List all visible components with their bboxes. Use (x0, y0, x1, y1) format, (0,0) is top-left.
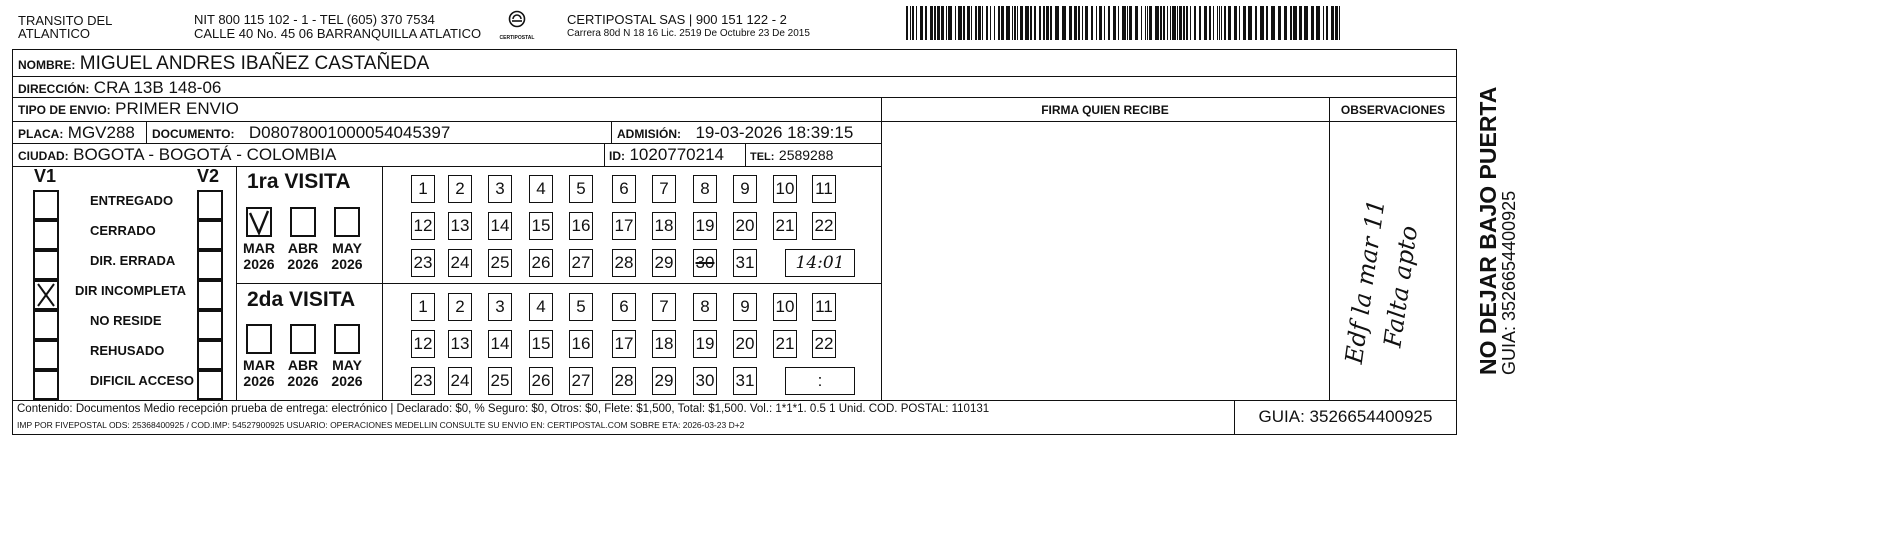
barcode-bar (1127, 6, 1128, 40)
second-visit-day-box[interactable]: 13 (448, 330, 472, 358)
name-row (18, 53, 429, 75)
first-visit-day-box[interactable]: 14 (488, 212, 512, 240)
second-visit-month-checkbox[interactable] (246, 324, 272, 354)
first-visit-day-box[interactable]: 29 (652, 249, 676, 277)
barcode-bar (1085, 6, 1088, 40)
city-cell (18, 145, 336, 165)
barcode-bar (925, 6, 927, 40)
recipient-address: CRA 13B 148-06 (93, 78, 222, 97)
month-year: 2026 (243, 256, 275, 272)
month-name: MAY (332, 357, 362, 373)
barcode-bar (1104, 6, 1105, 40)
send-type-label: TIPO DE ENVIO: (18, 103, 111, 117)
nit-line: NIT 800 115 102 - 1 - TEL (605) 370 7534 (194, 12, 435, 27)
barcode-bar (920, 6, 923, 40)
first-visit-day-box[interactable]: 12 (411, 212, 435, 240)
month-name: MAR (243, 357, 275, 373)
rule (12, 121, 1457, 122)
barcode-bar (1155, 6, 1159, 40)
document-label: DOCUMENTO: (152, 127, 235, 141)
second-visit-day-box[interactable]: 25 (488, 367, 512, 395)
barcode-bar (1147, 6, 1148, 40)
v1-status-checkbox[interactable] (33, 190, 59, 220)
barcode-bar (1190, 6, 1191, 40)
second-visit-day-box[interactable]: 8 (693, 293, 717, 321)
barcode-bar (1194, 6, 1196, 40)
barcode-bar (930, 6, 933, 40)
barcode-bar (1025, 6, 1029, 40)
barcode-bar (1017, 6, 1018, 40)
logo-text: CERTIPOSTAL (499, 35, 535, 41)
address-line: CALLE 40 No. 45 06 BARRANQUILLA ATLATICO (194, 26, 482, 41)
second-visit-day-box[interactable]: 24 (448, 367, 472, 395)
barcode-bar (1199, 6, 1201, 40)
barcode-bar (1113, 6, 1116, 40)
barcode-bar (946, 6, 947, 40)
first-visit-time-box[interactable]: 14:01 (785, 249, 855, 277)
v1-status-checkbox[interactable] (33, 280, 59, 310)
check-mark-icon (35, 282, 57, 308)
barcode-bar (1099, 6, 1102, 40)
rule (12, 76, 1457, 77)
content-line: Contenido: Documentos Medio recepción prueba de entrega: electrónico | Declarado: $0, % Seguro: $0, Otros: $0, Flete: $1,500, Total: $1,500. Vol.: 1*1*1. 0.5 1 Unid. COD. POSTAL: 110131 (17, 403, 990, 415)
logo-icon (505, 10, 529, 30)
barcode-bar (1234, 6, 1237, 40)
barcode-bar (1339, 6, 1340, 40)
rule (881, 97, 882, 400)
month-name: ABR (287, 357, 319, 373)
plate: MGV288 (67, 123, 135, 142)
address-label: DIRECCIÓN: (18, 82, 90, 96)
barcode-bar (1069, 6, 1072, 40)
tel-cell (750, 147, 833, 165)
barcode-bar (975, 6, 977, 40)
barcode-bar (906, 6, 908, 40)
second-visit-day-box[interactable]: 21 (773, 330, 797, 358)
barcode-bar (1290, 6, 1292, 40)
barcode-bar (1039, 6, 1041, 40)
observations-header: OBSERVACIONES (1340, 103, 1446, 117)
first-visit-day-box[interactable]: 24 (448, 249, 472, 277)
first-visit-day-box[interactable]: 22 (812, 212, 836, 240)
org-name (18, 14, 112, 40)
plate-label: PLACA: (18, 127, 64, 141)
month-year: 2026 (287, 256, 319, 272)
first-visit-day-box[interactable]: 1 (411, 175, 435, 203)
barcode-bar (978, 6, 981, 40)
barcode-bar (1006, 6, 1010, 40)
barcode-bar (1160, 6, 1162, 40)
barcode-bar (1183, 6, 1185, 40)
v1-status-checkbox[interactable] (33, 310, 59, 340)
barcode-bar (1186, 6, 1188, 40)
handwritten-observation: Edf la mar 11 Falta apto (1339, 197, 1424, 366)
month-label (237, 357, 281, 389)
barcode-bar (1167, 6, 1168, 40)
first-visit-month-checkbox[interactable] (246, 207, 272, 237)
status-label: NO RESIDE (90, 313, 162, 328)
name-label: NOMBRE: (18, 58, 76, 72)
rule (12, 166, 882, 167)
city: BOGOTA - BOGOTÁ - COLOMBIA (73, 145, 337, 164)
barcode-bar (910, 6, 911, 40)
rule (611, 121, 612, 143)
second-visit-day-box[interactable]: 30 (693, 367, 717, 395)
month-year: 2026 (287, 373, 319, 389)
tel-label: TEL: (750, 151, 775, 163)
barcode-bar (1284, 6, 1287, 40)
second-visit-day-box[interactable]: 14 (488, 330, 512, 358)
month-label (281, 240, 325, 272)
barcode-bar (1082, 6, 1083, 40)
second-visit-time-box[interactable]: : (785, 367, 855, 395)
barcode-bar (1271, 6, 1275, 40)
city-label: CIUDAD: (18, 149, 69, 163)
barcode-bar (1135, 6, 1138, 40)
signature-header: FIRMA QUIEN RECIBE (1041, 103, 1169, 117)
barcode-bar (1255, 6, 1257, 40)
rule (745, 143, 746, 166)
v1-status-checkbox[interactable] (33, 250, 59, 280)
barcode-bar (937, 6, 940, 40)
barcode-bar (1224, 6, 1226, 40)
first-visit-day-box[interactable]: 15 (529, 212, 553, 240)
barcode-bar (1221, 6, 1222, 40)
address-row (18, 78, 221, 98)
barcode-bar (1074, 6, 1077, 40)
second-visit-day-box[interactable]: 11 (812, 293, 836, 321)
tel: 2589288 (778, 147, 834, 163)
second-visit-day-box[interactable]: 6 (612, 293, 636, 321)
barcode-bar (963, 6, 965, 40)
rule (12, 97, 1457, 98)
barcode-bar (1078, 6, 1080, 40)
barcode-bar (994, 6, 995, 40)
first-visit-day-box[interactable]: 21 (773, 212, 797, 240)
barcode-bar (916, 6, 917, 40)
barcode-bar (1129, 6, 1132, 40)
second-visit-label: 2da VISITA (247, 288, 356, 311)
side-guia: GUIA: 3526654400925 (1499, 190, 1519, 375)
v2-status-checkbox[interactable] (197, 250, 223, 280)
month-name: MAY (332, 240, 362, 256)
first-visit-day-box[interactable]: 27 (569, 249, 593, 277)
v2-status-checkbox[interactable] (197, 190, 223, 220)
v1-label: V1 (34, 166, 57, 186)
certipostal-logo (494, 10, 540, 40)
barcode-bar (1062, 6, 1066, 40)
month-year: 2026 (243, 373, 275, 389)
barcode-bar (967, 6, 970, 40)
company-line: CERTIPOSTAL SAS | 900 151 122 - 2 (567, 12, 787, 27)
barcode-bar (1172, 6, 1176, 40)
first-visit-day-box[interactable]: 17 (612, 212, 636, 240)
second-visit-day-box[interactable]: 22 (812, 330, 836, 358)
side-labels (1477, 35, 1519, 375)
rule (382, 166, 383, 400)
first-visit-month-checkbox[interactable] (334, 207, 360, 237)
barcode-bar (1323, 6, 1324, 40)
company-info (567, 13, 810, 41)
barcode-bar (1149, 6, 1152, 40)
first-visit-day-box[interactable]: 18 (652, 212, 676, 240)
second-visit-day-box[interactable]: 20 (733, 330, 757, 358)
first-visit-day-box[interactable]: 8 (693, 175, 717, 203)
barcode-bar (1299, 6, 1302, 40)
recipient-name: MIGUEL ANDRES IBAÑEZ CASTAÑEDA (79, 53, 430, 74)
first-visit-day-box[interactable]: 11 (812, 175, 836, 203)
first-visit-day-box[interactable]: 30 (693, 249, 717, 277)
check-mark-icon (248, 209, 270, 235)
barcode-bar (1141, 6, 1142, 40)
second-visit-day-box[interactable]: 31 (733, 367, 757, 395)
barcode-bar (1311, 6, 1314, 40)
first-visit-day-box[interactable]: 25 (488, 249, 512, 277)
first-visit-day-box[interactable]: 19 (693, 212, 717, 240)
rule (12, 143, 882, 144)
first-visit-day-box[interactable]: 9 (733, 175, 757, 203)
first-visit-day-box[interactable]: 2 (448, 175, 472, 203)
barcode-bar (1145, 6, 1146, 40)
v2-label: V2 (197, 166, 220, 186)
second-visit-month-checkbox[interactable] (290, 324, 316, 354)
barcode-bar (948, 6, 952, 40)
second-visit-day-box[interactable]: 5 (569, 293, 593, 321)
barcode-bar (934, 6, 936, 40)
barcode-bar (1335, 6, 1338, 40)
second-visit-day-box[interactable]: 9 (733, 293, 757, 321)
month-year: 2026 (331, 256, 363, 272)
first-visit-day-box[interactable]: 6 (612, 175, 636, 203)
month-label (325, 240, 369, 272)
second-visit-day-box[interactable]: 4 (529, 293, 553, 321)
barcode-bar (1243, 6, 1246, 40)
second-visit-month-checkbox[interactable] (334, 324, 360, 354)
barcode-bar (1091, 6, 1093, 40)
second-visit-day-box[interactable]: 2 (448, 293, 472, 321)
barcode-bar (1179, 6, 1182, 40)
barcode-bar (941, 6, 944, 40)
document: D08078001000054045397 (248, 123, 451, 142)
v1-status-checkbox[interactable] (33, 220, 59, 250)
barcode-bar (1239, 6, 1240, 40)
second-visit-day-box[interactable]: 18 (652, 330, 676, 358)
barcode-bar (990, 6, 991, 40)
month-label (237, 240, 281, 272)
id-cell (609, 145, 724, 165)
barcode-bar (912, 6, 914, 40)
barcode-bar (1204, 6, 1207, 40)
first-visit-day-box[interactable]: 10 (773, 175, 797, 203)
barcode-bar (1046, 6, 1049, 40)
id-label: ID: (609, 149, 625, 163)
footer-guia: GUIA: 3526654400925 (1258, 407, 1433, 426)
barcode-bar (971, 6, 972, 40)
first-visit-day-box[interactable]: 16 (569, 212, 593, 240)
no-slip-under-door-title: NO DEJAR BAJO PUERTA (1475, 86, 1501, 375)
barcode-bar (1012, 6, 1013, 40)
barcode-bar (1217, 6, 1218, 40)
recipient-id: 1020770214 (629, 145, 724, 164)
status-label: ENTREGADO (90, 193, 174, 208)
barcode-bar (1020, 6, 1023, 40)
first-visit-day-box[interactable]: 20 (733, 212, 757, 240)
second-visit-day-box[interactable]: 1 (411, 293, 435, 321)
barcode-bar (1001, 6, 1004, 40)
second-visit-day-box[interactable]: 10 (773, 293, 797, 321)
v2-status-checkbox[interactable] (197, 280, 223, 310)
admission: 19-03-2026 18:39:15 (695, 123, 854, 142)
barcode-bar (1034, 6, 1036, 40)
first-visit-day-box[interactable]: 26 (529, 249, 553, 277)
month-label (325, 357, 369, 389)
v2-status-checkbox[interactable] (197, 310, 223, 340)
barcode-bar (1248, 6, 1252, 40)
barcode-bar (1014, 6, 1016, 40)
rule (1329, 97, 1330, 400)
first-visit-month-checkbox[interactable] (290, 207, 316, 237)
imp-line: IMP POR FIVEPOSTAL ODS: 25368400925 / COD.IMP: 54527900925 USUARIO: OPERACIONES MEDELLIN CONSULTE SU ENVIO EN: CERTIPOSTAL.COM SOBRE ETA: 2026-03-23 D+2 (17, 420, 745, 430)
v2-status-checkbox[interactable] (197, 370, 223, 400)
send-type-row (18, 99, 239, 119)
v1-status-checkbox[interactable] (33, 370, 59, 400)
first-visit-day-box[interactable]: 31 (733, 249, 757, 277)
v1-status-checkbox[interactable] (33, 340, 59, 370)
barcode-bar (1118, 6, 1119, 40)
barcode-bar (982, 6, 983, 40)
org-name-line1: TRANSITO DEL (18, 13, 113, 28)
first-visit-day-box[interactable]: 3 (488, 175, 512, 203)
status-label: DIR INCOMPLETA (75, 283, 186, 298)
org-name-line2: ATLANTICO (18, 26, 90, 41)
first-visit-day-box[interactable]: 4 (529, 175, 553, 203)
barcode-bar (986, 6, 988, 40)
rule (236, 283, 882, 284)
barcode-bar (1108, 6, 1110, 40)
barcode-bar (1030, 6, 1032, 40)
first-visit-day-box[interactable]: 13 (448, 212, 472, 240)
barcode-bar (1219, 6, 1220, 40)
second-visit-day-box[interactable]: 28 (612, 367, 636, 395)
second-visit-day-box[interactable]: 19 (693, 330, 717, 358)
rule (12, 400, 1457, 401)
status-label: CERRADO (90, 223, 156, 238)
rule (604, 143, 605, 166)
second-visit-day-box[interactable]: 15 (529, 330, 553, 358)
barcode-bar (998, 6, 1000, 40)
barcode-bar (1170, 6, 1171, 40)
barcode-bar (1177, 6, 1178, 40)
barcode-bar (1266, 6, 1268, 40)
barcode-bar (1050, 6, 1052, 40)
first-visit-label: 1ra VISITA (247, 170, 351, 193)
second-visit-day-box[interactable]: 12 (411, 330, 435, 358)
first-visit-day-box[interactable]: 5 (569, 175, 593, 203)
license-line: Carrera 80d N 18 16 Lic. 2519 De Octubre 23 De 2015 (567, 28, 810, 39)
second-visit-day-box[interactable]: 23 (411, 367, 435, 395)
barcode-bar (1122, 6, 1126, 40)
second-visit-day-box[interactable]: 17 (612, 330, 636, 358)
barcode-bar (1043, 6, 1045, 40)
barcode-bar (1163, 6, 1165, 40)
second-visit-day-box[interactable]: 16 (569, 330, 593, 358)
status-label: REHUSADO (90, 343, 165, 358)
month-year: 2026 (331, 373, 363, 389)
month-name: ABR (287, 240, 319, 256)
admission-label: ADMISIÓN: (617, 127, 681, 141)
first-visit-day-box[interactable]: 7 (652, 175, 676, 203)
barcode-bar (1293, 6, 1297, 40)
first-visit-day-box[interactable]: 23 (411, 249, 435, 277)
second-visit-day-box[interactable]: 29 (652, 367, 676, 395)
month-name: MAR (243, 240, 275, 256)
document-cell (152, 123, 450, 143)
barcode-bar (1209, 6, 1211, 40)
v2-status-checkbox[interactable] (197, 340, 223, 370)
barcode-bar (955, 6, 956, 40)
barcode-bar (1326, 6, 1328, 40)
second-visit-day-box[interactable]: 26 (529, 367, 553, 395)
first-visit-day-box[interactable]: 28 (612, 249, 636, 277)
second-visit-day-box[interactable]: 7 (652, 293, 676, 321)
barcode-bar (958, 6, 962, 40)
barcode-bar (1213, 6, 1214, 40)
barcode-bar (1055, 6, 1059, 40)
plate-cell (18, 123, 135, 143)
barcode-bar (1278, 6, 1281, 40)
v2-status-checkbox[interactable] (197, 220, 223, 250)
month-label (281, 357, 325, 389)
rule (146, 121, 147, 143)
barcode (906, 6, 1346, 40)
send-type: PRIMER ENVIO (115, 99, 239, 118)
barcode-bar (1096, 6, 1097, 40)
barcode-bar (1228, 6, 1231, 40)
org-contact (194, 13, 481, 41)
status-label: DIR. ERRADA (90, 253, 176, 268)
status-label: DIFICIL ACCESO (90, 373, 195, 388)
barcode-bar (1316, 6, 1320, 40)
barcode-bar (1260, 6, 1264, 40)
admission-cell (617, 123, 853, 143)
second-visit-day-box[interactable]: 3 (488, 293, 512, 321)
barcode-bar (1304, 6, 1308, 40)
second-visit-day-box[interactable]: 27 (569, 367, 593, 395)
barcode-bar (1331, 6, 1334, 40)
